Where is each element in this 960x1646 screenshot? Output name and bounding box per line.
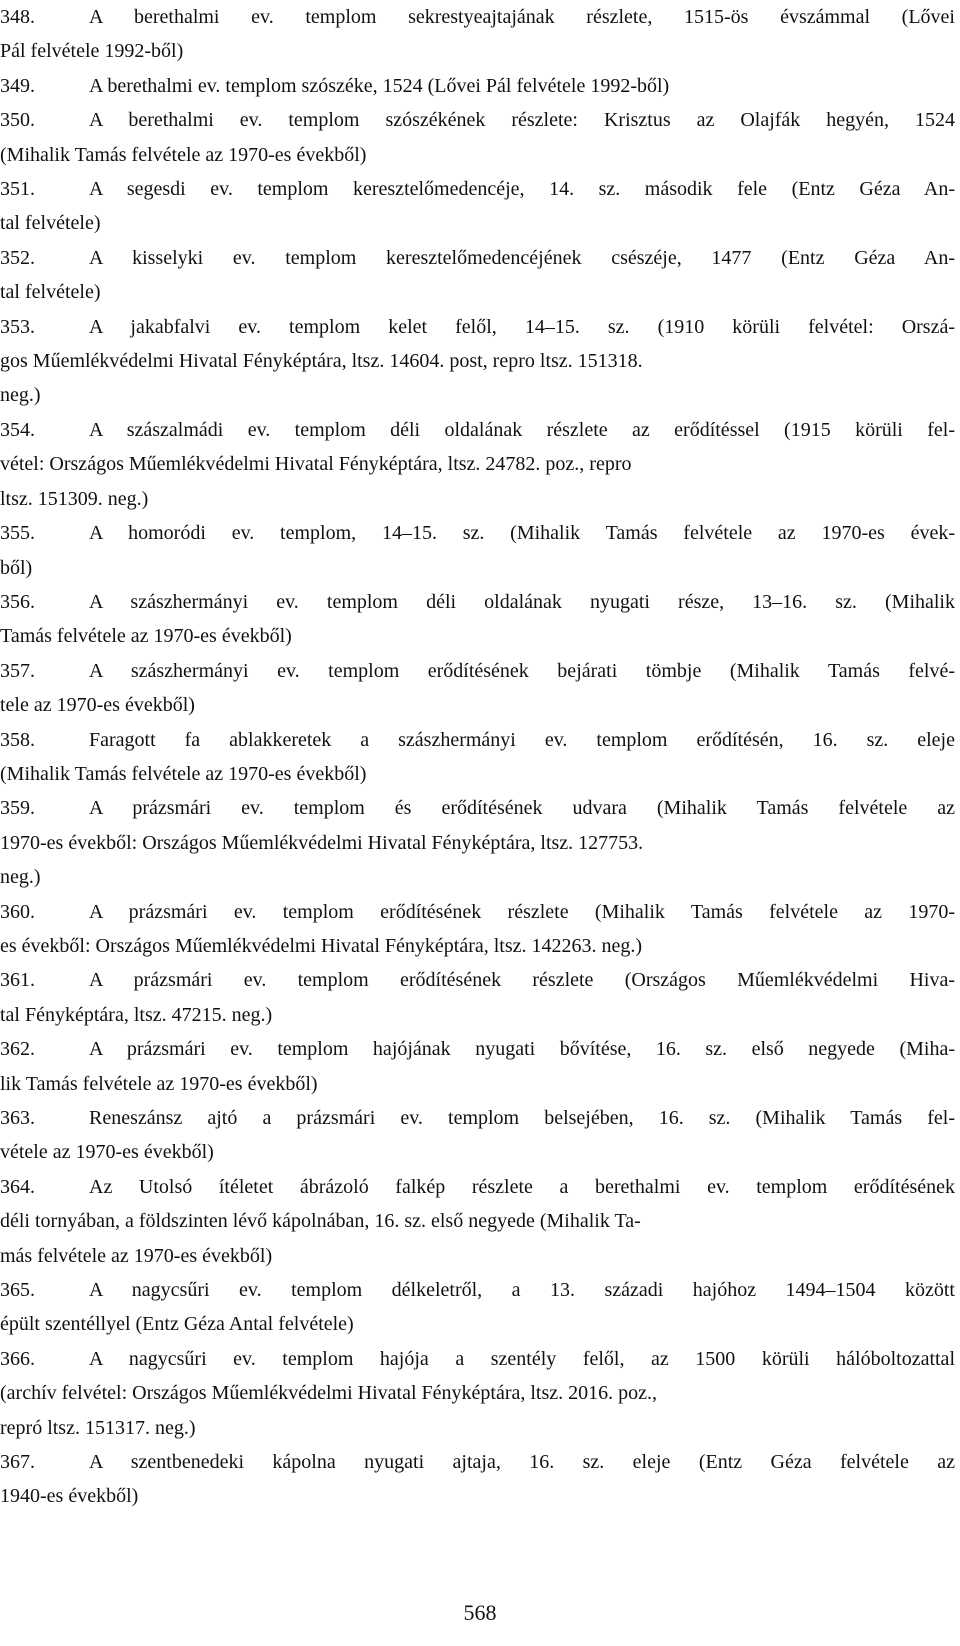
caption-line: ből): [0, 556, 33, 579]
caption-number: 364.: [0, 1175, 35, 1198]
caption-entry: [0, 723, 955, 792]
caption-line: repró ltsz. 151317. neg.): [0, 1416, 196, 1439]
caption-line: A szentbenedeki kápolna nyugati ajtaja, 16. sz. eleje (Entz Géza felvétele az: [89, 1451, 955, 1474]
caption-entry: [0, 69, 955, 103]
caption-number: 366.: [0, 1347, 35, 1370]
caption-line: es évekből: Országos Műemlékvédelmi Hivatal Fényképtára, ltsz. 142263. neg.): [0, 934, 643, 957]
caption-line: tal felvétele): [0, 281, 101, 304]
caption-line: (archív felvétel: Országos Műemlékvédelmi Hivatal Fényképtára, ltsz. 2016. poz.,: [0, 1382, 658, 1405]
caption-line: Faragott fa ablakkeretek a szászhermányi ev. templom erődítésén, 16. sz. eleje: [89, 728, 955, 751]
caption-line: 1940-es évekből): [0, 1485, 139, 1508]
caption-number: 352.: [0, 246, 35, 269]
caption-number: 353.: [0, 315, 35, 338]
page-number: 568: [463, 1600, 497, 1625]
caption-number: 367.: [0, 1451, 35, 1474]
caption-line: (Mihalik Tamás felvétele az 1970-es évekből): [0, 762, 367, 785]
caption-line: A szászhermányi ev. templom erődítésének bejárati tömbje (Mihalik Tamás felvé-: [89, 659, 955, 682]
caption-line: tal Fényképtára, ltsz. 47215. neg.): [0, 1003, 273, 1026]
caption-line: A berethalmi ev. templom szószéke, 1524 (Lővei Pál felvétele 1992-ből): [89, 74, 670, 97]
caption-entry: [0, 516, 955, 585]
caption-line: A szászhermányi ev. templom déli oldalának nyugati része, 13–16. sz. (Mihalik: [89, 590, 955, 613]
caption-line: vétele az 1970-es évekből): [0, 1141, 214, 1164]
caption-number: 349.: [0, 74, 35, 97]
caption-line: déli tornyában, a földszinten lévő kápolnában, 16. sz. első negyede (Mihalik Ta-: [0, 1210, 641, 1233]
caption-line: A homoródi ev. templom, 14–15. sz. (Mihalik Tamás felvétele az 1970-es évek-: [89, 522, 955, 545]
caption-entry: [0, 1170, 955, 1273]
caption-entry: [0, 791, 955, 894]
caption-entry: [0, 654, 955, 723]
caption-line: neg.): [0, 384, 41, 407]
caption-entry: [0, 1445, 955, 1514]
caption-number: 365.: [0, 1279, 35, 1302]
caption-line: A nagycsűri ev. templom hajója a szentély felől, az 1500 körüli hálóboltozattal: [89, 1347, 955, 1370]
caption-number: 358.: [0, 728, 35, 751]
caption-number: 359.: [0, 797, 35, 820]
caption-line: A szászalmádi ev. templom déli oldalának részlete az erődítéssel (1915 körüli fel-: [89, 418, 955, 441]
caption-entry: [0, 1342, 955, 1445]
caption-line: ltsz. 151309. neg.): [0, 487, 149, 510]
caption-line: A jakabfalvi ev. templom kelet felől, 14–15. sz. (1910 körüli felvétel: Orszá-: [89, 315, 955, 338]
caption-line: Pál felvétele 1992-ből): [0, 40, 184, 63]
caption-line: Reneszánsz ajtó a prázsmári ev. templom belsejében, 16. sz. (Mihalik Tamás fel-: [89, 1107, 955, 1129]
caption-line: tal felvétele): [0, 212, 101, 235]
caption-line: más felvétele az 1970-es évekből): [0, 1244, 273, 1267]
caption-entry: [0, 585, 955, 654]
caption-entry: [0, 963, 955, 1032]
caption-line: A berethalmi ev. templom sekrestyeajtajának részlete, 1515-ös évszámmal (Lővei: [89, 6, 955, 28]
caption-number: 354.: [0, 418, 35, 441]
caption-line: Tamás felvétele az 1970-es évekből): [0, 625, 292, 648]
caption-line: (Mihalik Tamás felvétele az 1970-es évekből): [0, 143, 367, 166]
caption-line: vétel: Országos Műemlékvédelmi Hivatal Fényképtára, ltsz. 24782. poz., repro: [0, 453, 632, 476]
caption-number: 362.: [0, 1038, 35, 1061]
caption-entry: [0, 310, 955, 413]
caption-line: Az Utolsó ítéletet ábrázoló falkép részlete a berethalmi ev. templom erődítésének: [89, 1175, 955, 1198]
caption-line: A segesdi ev. templom keresztelőmedencéje, 14. sz. második fele (Entz Géza An-: [89, 178, 955, 201]
caption-entry: [0, 0, 955, 69]
caption-line: gos Műemlékvédelmi Hivatal Fényképtára, ltsz. 14604. post, repro ltsz. 151318.: [0, 350, 643, 373]
caption-line: épült szentéllyel (Entz Géza Antal felvétele): [0, 1313, 354, 1336]
caption-number: 360.: [0, 900, 35, 923]
caption-line: 1970-es évekből: Országos Műemlékvédelmi Hivatal Fényképtára, ltsz. 127753.: [0, 831, 644, 854]
caption-entry: [0, 172, 955, 241]
caption-number: 363.: [0, 1107, 35, 1129]
caption-number: 348.: [0, 6, 35, 28]
caption-number: 355.: [0, 522, 35, 545]
caption-line: A nagycsűri ev. templom délkeletről, a 13. századi hajóhoz 1494–1504 között: [89, 1279, 955, 1302]
caption-line: A prázsmári ev. templom erődítésének részlete (Országos Műemlékvédelmi Hiva-: [89, 969, 955, 992]
caption-entry: [0, 1273, 955, 1342]
caption-entry: [0, 895, 955, 964]
caption-line: A berethalmi ev. templom szószékének részlete: Krisztus az Olajfák hegyén, 1524: [89, 109, 955, 132]
caption-number: 350.: [0, 109, 35, 132]
caption-line: lik Tamás felvétele az 1970-es évekből): [0, 1072, 318, 1095]
caption-entry: [0, 1032, 955, 1101]
caption-entry: [0, 241, 955, 310]
caption-entry: [0, 103, 955, 172]
caption-entry: [0, 413, 955, 516]
caption-line: A prázsmári ev. templom hajójának nyugati bővítése, 16. sz. első negyede (Miha-: [89, 1038, 955, 1061]
caption-line: A prázsmári ev. templom erődítésének részlete (Mihalik Tamás felvétele az 1970-: [89, 900, 955, 923]
caption-number: 361.: [0, 969, 35, 992]
caption-entry: [0, 1101, 955, 1170]
caption-number: 357.: [0, 659, 35, 682]
caption-line: A prázsmári ev. templom és erődítésének udvara (Mihalik Tamás felvétele az: [89, 797, 955, 820]
caption-number: 351.: [0, 178, 35, 201]
caption-line: tele az 1970-es évekből): [0, 694, 195, 717]
caption-line: neg.): [0, 866, 41, 889]
caption-number: 356.: [0, 590, 35, 613]
caption-line: A kisselyki ev. templom keresztelőmedencéjének csészéje, 1477 (Entz Géza An-: [89, 246, 955, 269]
